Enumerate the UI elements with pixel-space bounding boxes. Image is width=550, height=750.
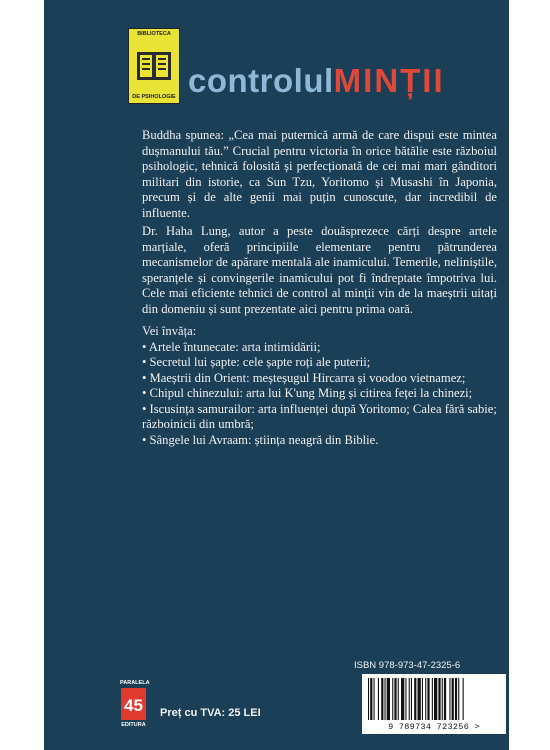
svg-text:45: 45 — [124, 696, 143, 715]
isbn-number: ISBN 978-973-47-2325-6 — [354, 660, 461, 671]
learn-list — [142, 324, 497, 448]
series-bottom-label: DE PSIHOLOGIE — [132, 94, 176, 100]
barcode-bars — [368, 678, 500, 720]
learn-item: • Maeștrii din Orient: meșteșugul Hircarra și voodoo vietnamez; — [142, 370, 466, 385]
learn-item: • Chipul chinezului: arta lui K'ung Ming și citirea feței la chinezi; — [142, 386, 473, 400]
barcode — [362, 674, 506, 734]
publisher-mark-icon — [121, 688, 146, 720]
learn-heading: Vei învăța: — [142, 324, 197, 338]
publisher-name-top: PARALELA — [120, 680, 150, 686]
back-cover — [44, 0, 509, 750]
paragraph-buddha: Buddha spunea: „Cea mai puternică armă de care dispui este mintea dușmanului tău.” Crucial pentru victoria în orice bătălie este războiul psihologic, tehnică folosită și perfecționată de cei mai mari gânditori militari din istorie, ca Sun Tzu, Yoritomo și Musashi în Japonia, precum și de alte genii mai puțin cunoscute, dar incredibil de influente. — [142, 128, 497, 220]
paragraph-author: Dr. Haha Lung, autor a peste douăsprezece cărți despre artele marțiale, oferă principiile elementare pentru pătrunderea mecanismelor de apărare mentală ale inamicului. Temerile, neliniștile, speranțele și convingerile inamicului pot fi îndreptate împotriva lui. Cele mai eficiente tehnici de control al minții vin de la maeștrii uitați din domeniu și sunt prezentate aici pentru prima oară. — [142, 224, 497, 316]
publisher-logo — [120, 680, 150, 728]
learn-item: • Secretul lui șapte: cele șapte roți ale puterii; — [142, 355, 371, 369]
series-top-label: BIBLIOTECA — [137, 31, 171, 37]
price-label: Preț cu TVA: 25 LEI — [160, 707, 261, 719]
title-word-controlul: controlul — [188, 62, 334, 99]
publisher-name-bottom: EDITURA — [121, 722, 146, 728]
brain-book-icon — [137, 52, 171, 80]
series-logo — [128, 28, 180, 104]
book-title — [188, 62, 445, 98]
barcode-digits: 9 789734 723256 > — [388, 722, 480, 732]
learn-item: • Iscusința samurailor: arta influenței după Yoritomo; Calea fără sabie; războinicii din umbră; — [142, 401, 497, 431]
learn-item: • Sângele lui Avraam: știința neagră din Biblie. — [142, 432, 379, 447]
title-word-mintii: MINȚII — [333, 62, 445, 99]
learn-item: • Artele întunecate: arta intimidării; — [142, 339, 321, 354]
